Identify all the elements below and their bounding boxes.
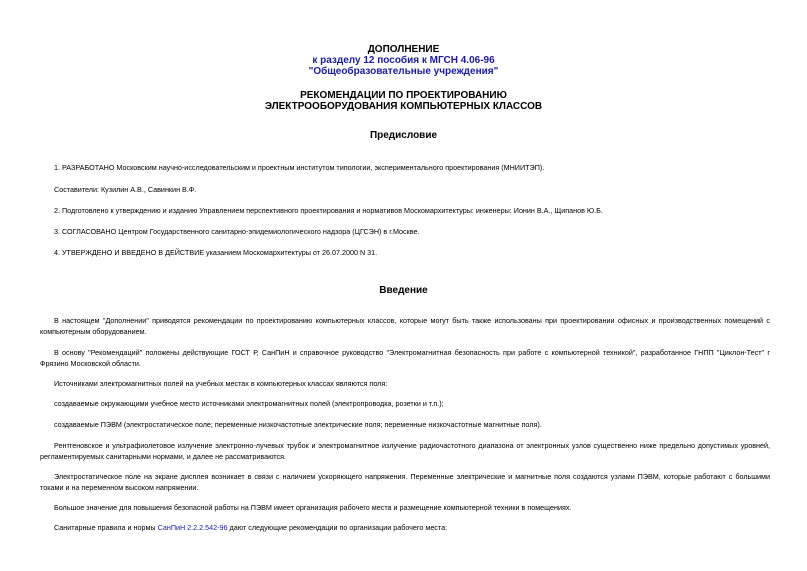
intro-title: Введение	[379, 285, 428, 296]
intro-paragraph: создаваемые ПЭВМ (электростатическое поле; переменные низкочастотные электрические поля; переменные низкочастотные магнитные поля).	[54, 420, 542, 429]
intro-paragraph: В настоящем "Дополнении" приводятся рекомендации по проектированию компьютерных классов, которые могут быть также использованы при проектировании офисных и производственных помещений с компьютерным оборудованием.	[40, 316, 770, 336]
document-subtitle	[0, 90, 807, 112]
foreword-title: Предисловие	[369, 130, 438, 141]
subtitle-line-1: РЕКОМЕНДАЦИИ ПО ПРОЕКТИРОВАНИЮ	[300, 90, 507, 101]
foreword-authors: Составители: Кузилин А.В., Савинкин В.Ф.	[54, 185, 197, 194]
intro-paragraph-last	[54, 522, 447, 533]
document-header	[0, 44, 807, 77]
foreword-item-4: 4. УТВЕРЖДЕНО И ВВЕДЕНО В ДЕЙСТВИЕ указанием Москомархитектуры от 26.07.2000 N 31.	[54, 248, 378, 257]
foreword-item-2: 2. Подготовлено к утверждению и изданию Управлением перспективного проектирования и нормативов Москомархитектуры: инженеры: Ионин В.А., Щипанов Ю.Б.	[54, 206, 603, 215]
foreword-item-1: 1. РАЗРАБОТАНО Московским научно-исследовательским и проектным институтом типологии, экспериментального проектирования (МНИИТЭП).	[54, 163, 545, 172]
sanpin-prefix: Санитарные правила и нормы	[54, 523, 158, 532]
intro-paragraph: В основу "Рекомендаций" положены действующие ГОСТ Р, СанПиН и справочное руководство "Электромагнитная безопасность при работе с компьютерной техникой", разработанное ГНПП "Циклон-Тест" г Фрязино Московской области.	[40, 348, 770, 368]
sanpin-link[interactable]: СанПиН 2.2.2.542-96	[157, 523, 228, 532]
intro-paragraph: создаваемые окружающими учебное место источниками электромагнитных полей (электропроводка, розетки и т.п.);	[54, 399, 444, 408]
intro-paragraph: Рентгеновское и ультрафиолетовое излучение электронно-лучевых трубок и электромагнитное излучение радиочастотного диапазона от электронных узлов существенно ниже предельно допустимых уровней, регламентируемых санитарными нормами, и далее не рассматриваются.	[40, 441, 770, 461]
intro-paragraph: Электростатическое поле на экране дисплея возникает в связи с наличием ускоряющего напряжения. Переменные электрические и магнитные поля создаются узлами ПЭВМ, которые работают с большими токами и на переменном высоком напряжении.	[40, 472, 770, 492]
header-title: ДОПОЛНЕНИЕ	[367, 44, 440, 55]
intro-paragraph: Большое значение для повышения безопасной работы на ПЭВМ имеет организация рабочего места и размещение компьютерной техники в помещениях.	[54, 503, 572, 512]
intro-paragraph: Источниками электромагнитных полей на учебных местах в компьютерных классах являются поля:	[54, 379, 388, 388]
sanpin-suffix: дают следующие рекомендации по организации рабочего места:	[227, 523, 448, 532]
foreword-item-3: 3. СОГЛАСОВАНО Центром Государственного санитарно-эпидемиологического надзора (ЦГСЭН) в г.Москве.	[54, 227, 420, 236]
header-reference: к разделу 12 пособия к МГСН 4.06-96	[312, 55, 495, 66]
subtitle-line-2: ЭЛЕКТРООБОРУДОВАНИЯ КОМПЬЮТЕРНЫХ КЛАССОВ	[264, 101, 543, 112]
header-quote: "Общеобразовательные учреждения"	[308, 66, 499, 77]
